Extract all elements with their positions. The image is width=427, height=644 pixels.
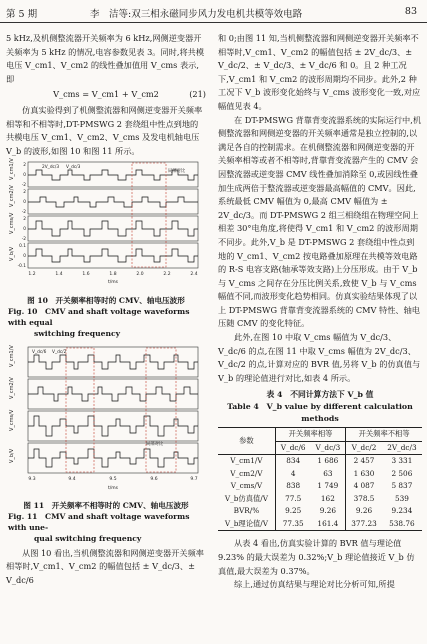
figure-11-plot (6, 343, 206, 495)
paragraph: 和 0;由图 11 知,当机侧整流器和网侧逆变器开关频率不相等时,V_cm1、V_cm2 的幅值包括 ± 2V_dc/3、± V_dc/2、± V_dc/3、± V_dc/6 和 0。且 2 种工况下,V_cm1 和 V_cm2 的波形周期均不同步。此外,2 种工况下 V_b 波形变化始终与 V_cms 波形变化一致,对应幅值见表 4。 (218, 33, 421, 111)
page-header (0, 0, 427, 23)
running-title: 李 洁等:双三相永磁同步风力发电机共模等效电路 (90, 9, 303, 20)
x-tick: 2.0 (136, 272, 144, 278)
figure-caption-cn: 图 11 开关频率不相等时的 CMV、轴电压波形 (23, 500, 189, 510)
page-number: 83 (404, 6, 417, 17)
tick-label: 2 (23, 190, 26, 196)
annotation: 2V_dc/3 (42, 165, 60, 171)
table-cell: 9.25 (285, 506, 302, 516)
left-column (6, 32, 206, 587)
table-row (218, 493, 422, 506)
figure-caption-en: Fig. 10 CMV and shaft voltage waveforms with equal (8, 306, 190, 327)
table-cell: 9.26 (311, 505, 346, 518)
table-row (218, 455, 422, 468)
table-4 (218, 389, 422, 531)
table-cell: 2 457 (353, 456, 375, 466)
x-label: t/ms (107, 280, 119, 286)
table-cell: 1 749 (311, 480, 346, 493)
issue-number: 第 5 期 (6, 9, 38, 20)
paragraph: 综上,通过仿真结果与理论对比分析可知,所提 (234, 579, 395, 590)
table-cell: 161.4 (311, 518, 346, 531)
table-cell: 77.35 (282, 518, 304, 528)
tick-label: 0 (23, 200, 26, 206)
table-cell: V_b理论值/V (218, 518, 275, 531)
annotation: 局部对比 (146, 441, 164, 447)
table-cell: 9.234 (391, 506, 413, 516)
y-label: V_b/V (9, 448, 15, 463)
table-cell: BVR/% (218, 505, 275, 518)
table-row (218, 518, 422, 531)
figure-10-plot (6, 158, 206, 290)
y-label: V_cm2/V (9, 377, 15, 399)
table-cell: V_cm1/V (218, 455, 275, 468)
column-header: V_dc/6 (275, 441, 310, 455)
y-label: V_cm1/V (9, 345, 15, 367)
annotation: 局部对比 (168, 169, 186, 175)
table-cell: 834 (286, 456, 301, 466)
annotation: V_dc/3 (66, 165, 81, 171)
table-cell: 77.5 (285, 493, 302, 503)
tick-label: -2 (21, 210, 26, 216)
table-cell: 3 331 (391, 456, 413, 466)
table-cell: V_cm2/V (218, 468, 275, 481)
column-header: 2V_dc/3 (382, 441, 422, 455)
tick-label: -2 (21, 183, 26, 189)
figure-11 (6, 343, 206, 544)
equation-21 (6, 88, 206, 102)
paragraph: 在 DT-PMSWG 背靠背变流器系统的实际运行中,机侧整流器和网侧逆变器的开关频率通常是独立控制的,以满足各自的控制需求。在机侧整流器和网侧逆变器的开关频率相等或者不相等时,背靠背变流器产生的 CMV 会因整流器或逆变器 CMV 线性叠加消除至 0,或因线性叠加生成两倍于整流器或逆变器最高幅值的 CMV。因此,系统最低 CMV 幅值为 0,最高 CMV 幅值为 ± 2V_dc/3。而 DT-PMSWG 2 组三相绕组在物理空间上相差 30°电角度,将使得 V_cm1 和 V_cm2 的波形周期不同步。此外,V_b 是 DT-PMSWG 2 套绕组中性点到地的 V_cm1、V_cm2 按电路叠加原理在共模等效电路的 R-S 电容支路(轴承等效支路)上分压形成。由于 V_b 与 V_cms 之间存在分压比例关系,致使 V_b 与 V_cms 幅值不同,而波形变化趋势相同。仿真实验结果体现了以上 DT-PMSWG 背靠背变流器系统的 CMV 特性、轴电压随 CMV 的变化特征。 (218, 114, 422, 329)
tick-label: 0 (23, 254, 26, 260)
annotation: V_dc/6 (32, 349, 47, 355)
tick-label: 0.1 (19, 244, 26, 250)
table-cell: V_b仿真值/V (218, 493, 275, 506)
table-header-row (218, 428, 422, 442)
figure-caption-en: switching frequency (34, 328, 121, 338)
x-label: t/ms (107, 485, 119, 491)
table-cell: 2 506 (391, 468, 413, 478)
table-cell: 1 686 (311, 455, 346, 468)
x-tick: 9.4 (68, 476, 76, 482)
x-tick: 1.4 (55, 272, 63, 278)
figure-caption-en: qual switching frequency (34, 533, 142, 543)
equation-text: V_cms = V_cm1 + V_cm2 (53, 89, 159, 100)
paragraph: 5 kHz,及机侧整流器开关频率为 6 kHz,网侧逆变器开关频率为 5 kHz 的情况,电容参数见表 3。同时,将共模电压 V_cm1、V_cm2 的线性叠加值用 V_cms 表示,即 (6, 33, 205, 84)
y-label: V_cm1/V (9, 158, 15, 181)
x-tick: 1.6 (82, 272, 90, 278)
y-label: V_cms/V (9, 409, 15, 431)
figure-10 (6, 158, 206, 339)
equation-number: (21) (189, 89, 206, 100)
tick-label: -0.1 (17, 264, 26, 270)
paragraph: 从图 10 看出,当机侧整流器和网侧逆变器开关频率相等时,V_cm1、V_cm2 的幅值包括 ± V_dc/3、± V_dc/6 (6, 547, 204, 585)
x-tick: 1.8 (109, 272, 117, 278)
x-tick: 9.3 (28, 476, 36, 482)
column-header: 开关频率不相等 (346, 428, 422, 442)
paragraph: 从表 4 看出,仿真实验计算的 BVR 值与理论值 9.23% 的最大误差为 0.32%;V_b 理论值接近 V_b 仿真值,最大误差为 0.37%。 (218, 538, 415, 576)
table-row (218, 505, 422, 518)
table-cell: 539 (394, 493, 409, 503)
table-cell: 63 (311, 468, 346, 481)
table-cell: 162 (311, 493, 346, 506)
column-header: 开关频率相等 (275, 428, 345, 442)
x-tick: 9.7 (190, 476, 198, 482)
table-row (218, 468, 422, 481)
column-header: 参数 (218, 428, 275, 455)
table-cell: 838 (286, 481, 301, 491)
paragraph: 此外,在图 10 中取 V_cms 幅值为 V_dc/3、V_dc/6 的点,在图 11 中取 V_cms 幅值为 2V_dc/3、V_dc/2 的点,计算对应的 BVR 值,另将 V_b 的仿真值与 V_b 的理论值进行对比,如表 4 所示。 (218, 332, 421, 383)
x-tick: 9.5 (109, 476, 117, 482)
tick-label: 2 (23, 163, 26, 169)
table-cell: 9.26 (355, 506, 373, 516)
column-header: V_dc/2 (346, 441, 382, 455)
annotation: V_dc/2 (52, 349, 67, 355)
figure-caption-en: Fig. 11 CMV and shaft voltage waveforms with une- (8, 511, 190, 532)
right-column (218, 32, 422, 592)
table-cell: 538.76 (389, 518, 415, 528)
highlight-box (132, 163, 166, 267)
tick-label: -2 (21, 237, 26, 243)
figure-caption-cn: 图 10 开关频率相等时的 CMV、轴电压波形 (27, 295, 185, 305)
table-title-cn: 表 4 不同计算方法下 V_b 值 (266, 390, 374, 400)
column-header: V_dc/3 (311, 441, 346, 455)
table-cell: 4 (290, 468, 296, 478)
highlight-box (146, 348, 176, 472)
x-tick: 9.6 (150, 476, 158, 482)
table-title-en: Table 4 V_b value by different calculation methods (227, 402, 413, 424)
y-label: V_b/V (9, 247, 15, 262)
highlight-box (66, 348, 94, 472)
table-row (218, 480, 422, 493)
tick-label: 2 (23, 217, 26, 223)
paragraph: 仿真实验得到了机侧整流器和网侧逆变器开关频率相等和不相等时,DT-PMSWG 2 套绕组中性点到地的共模电压 V_cm1、V_cm2、V_cms 及发电机轴电压 V_b 的波形,如图 10 和图 11 所示。 (6, 104, 203, 156)
table-cell: 378.5 (353, 493, 375, 503)
x-tick: 2.4 (190, 272, 198, 278)
table-cell: 4 087 (353, 481, 375, 491)
y-label: V_cms/V (9, 213, 15, 235)
tick-label: 0 (23, 173, 26, 179)
x-tick: 1.2 (28, 272, 36, 278)
table-cell: 5 837 (391, 481, 413, 491)
y-label: V_cm2/V (9, 185, 15, 208)
tick-label: 0 (23, 227, 26, 233)
table-cell: 377.23 (351, 518, 377, 528)
table-cell: V_cms/V (218, 480, 275, 493)
x-tick: 2.2 (163, 272, 171, 278)
data-table (218, 427, 422, 531)
table-cell: 1 630 (353, 468, 375, 478)
